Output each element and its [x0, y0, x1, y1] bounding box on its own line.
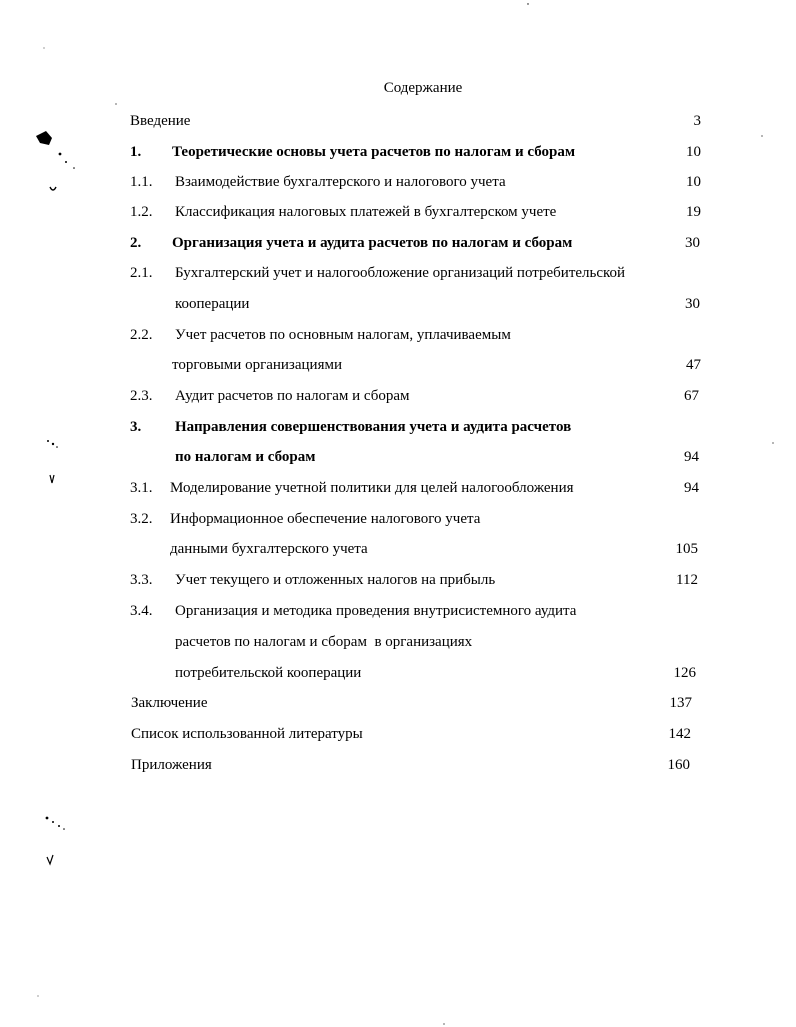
toc-entry-text: Приложения: [131, 757, 212, 773]
toc-entry-text: торговыми организациями: [172, 357, 342, 373]
toc-entry-page: 105: [675, 541, 698, 557]
toc-entry-text: Список использованной литературы: [131, 726, 363, 742]
toc-entry-text: Учет расчетов по основным налогам, уплачиваемым: [175, 327, 511, 343]
toc-entry-page: 94: [684, 449, 699, 465]
toc-entry-text: кооперации: [175, 296, 250, 312]
toc-entry-page: 160: [667, 757, 690, 773]
toc-entry-text: Аудит расчетов по налогам и сборам: [175, 388, 410, 404]
toc-entry-number: 3.1.: [130, 480, 153, 496]
toc-entry-text: Заключение: [131, 695, 208, 711]
toc-entry-text: Теоретические основы учета расчетов по налогам и сборам: [172, 144, 576, 160]
toc-entry-text: Взаимодействие бухгалтерского и налогового учета: [175, 174, 506, 190]
toc-entry-page: 3: [693, 113, 701, 129]
toc-entry-page: 10: [686, 144, 701, 160]
toc-entry-text: Информационное обеспечение налогового учета: [170, 511, 481, 527]
toc-entry-page: 137: [669, 695, 692, 711]
toc-entry-number: 2.3.: [130, 388, 153, 404]
toc-entry-text: Организация учета и аудита расчетов по налогам и сборам: [172, 235, 573, 251]
toc-entry-number: 1.2.: [130, 204, 153, 220]
toc-entry-text: Введение: [130, 113, 191, 129]
toc-entry-number: 1.1.: [130, 174, 153, 190]
toc-entry-text: по налогам и сборам: [175, 449, 316, 465]
toc-entry-number: 3.: [130, 419, 142, 435]
toc-entry-page: 126: [673, 665, 696, 681]
toc-entry-text: Направления совершенствования учета и аудита расчетов: [175, 419, 572, 435]
toc-entry-text: Классификация налоговых платежей в бухгалтерском учете: [175, 204, 557, 220]
toc-entry-text: Организация и методика проведения внутрисистемного аудита: [175, 603, 577, 619]
toc-entry-number: 3.3.: [130, 572, 153, 588]
toc-entry-page: 142: [668, 726, 691, 742]
toc-entry-page: 112: [676, 572, 698, 588]
toc-entry-page: 19: [686, 204, 701, 220]
toc-entry-page: 94: [684, 480, 699, 496]
toc-title: Содержание: [383, 80, 463, 96]
toc-entry-text: Бухгалтерский учет и налогообложение организаций потребительской: [175, 265, 626, 281]
toc-entry-text: потребительской кооперации: [175, 665, 362, 681]
toc-entry-number: 2.2.: [130, 327, 153, 343]
toc-entry-page: 10: [686, 174, 701, 190]
toc-entry-page: 30: [685, 296, 700, 312]
toc-entry-page: 30: [685, 235, 700, 251]
toc-entry-text: Учет текущего и отложенных налогов на прибыль: [175, 572, 496, 588]
toc-entry-page: 67: [684, 388, 699, 404]
toc-entry-number: 1.: [130, 144, 142, 160]
toc-entry-number: 2.1.: [130, 265, 153, 281]
toc-entry-page: 47: [686, 357, 701, 373]
toc-entry-number: 3.4.: [130, 603, 153, 619]
toc-entry-text: расчетов по налогам и сборам в организациях: [175, 634, 473, 650]
toc-entry-text: данными бухгалтерского учета: [170, 541, 368, 557]
toc-entry-number: 3.2.: [130, 511, 153, 527]
toc-entry-text: Моделирование учетной политики для целей налогообложения: [170, 480, 574, 496]
toc-entry-number: 2.: [130, 235, 142, 251]
